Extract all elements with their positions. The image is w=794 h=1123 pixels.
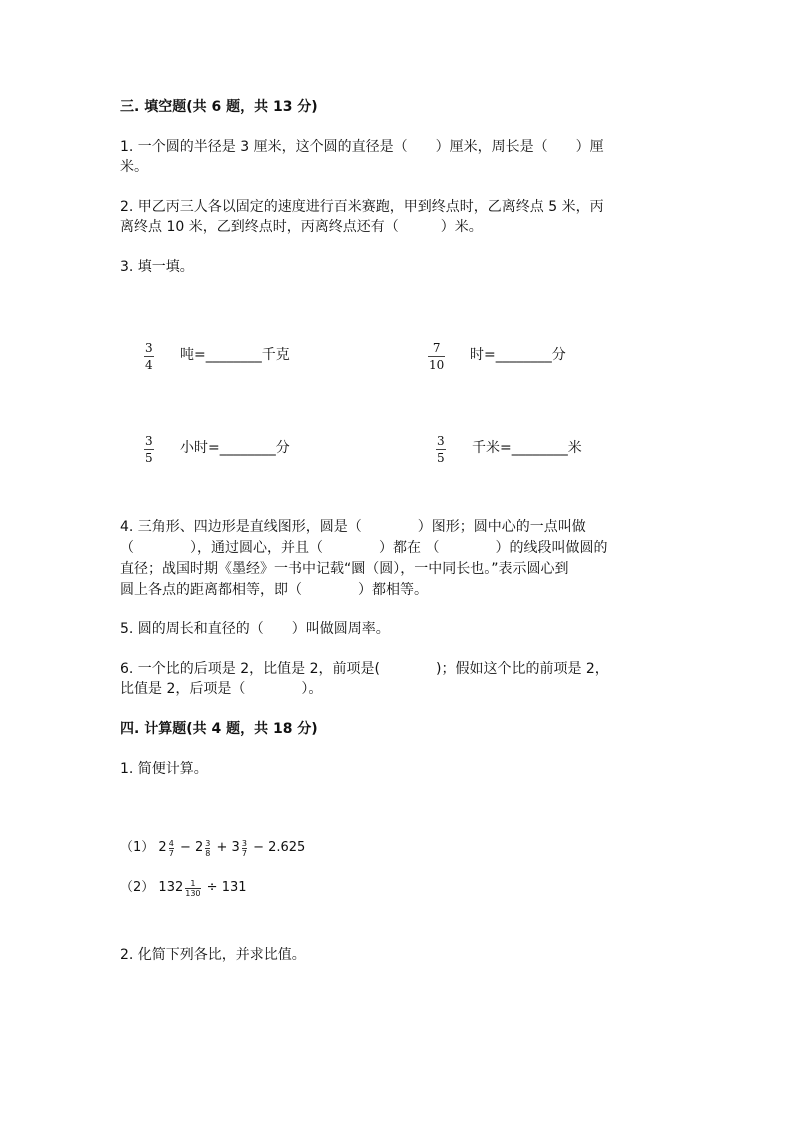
fraction <box>144 434 154 465</box>
q5-line: 5. 圆的周长和直径的（ ）叫做圆周率。 <box>120 621 390 637</box>
fraction-numerator: 3 <box>145 434 153 448</box>
mixed-fraction <box>169 839 174 858</box>
calc-expression-2 <box>120 878 247 899</box>
fraction-denominator: 5 <box>437 451 445 465</box>
fraction-numerator: 4 <box>168 838 174 848</box>
q2-line2: 离终点 10 米，乙到终点时，丙离终点还有（ ）米。 <box>120 219 483 235</box>
operator: + <box>216 840 228 855</box>
fill-item-text: 千米=________米 <box>472 440 582 456</box>
fill-item-text: 小时=________分 <box>180 440 290 456</box>
q2-line1: 2. 甲乙丙三人各以固定的速度进行百米赛跑，甲到终点时，乙离终点 5 米，丙 <box>120 199 604 215</box>
fraction-denominator: 7 <box>241 848 247 858</box>
fraction-denominator: 5 <box>145 451 153 465</box>
fraction-numerator: 3 <box>145 341 153 355</box>
fraction-denominator: 8 <box>205 848 211 858</box>
mixed-fraction <box>205 839 210 858</box>
q6-line2: 比值是 2，后项是（ ）。 <box>120 681 323 697</box>
fraction-denominator: 10 <box>429 358 445 372</box>
fill-item-text: 吨=________千克 <box>180 347 290 363</box>
fraction-bar <box>144 449 154 450</box>
fraction-numerator: 1 <box>190 878 196 888</box>
fraction-numerator: 3 <box>437 434 445 448</box>
fraction-numerator: 7 <box>432 341 441 355</box>
fraction <box>436 434 446 465</box>
q6-line1: 6. 一个比的后项是 2，比值是 2，前项是( )；假如这个比的前项是 2， <box>120 661 609 677</box>
whole-number: 3 <box>231 840 240 855</box>
fill-item-text: 时=________分 <box>470 347 566 363</box>
fraction-numerator: 3 <box>241 838 247 848</box>
fraction-bar <box>428 356 445 357</box>
decimal-number: 2.625 <box>268 840 306 855</box>
fraction-bar <box>144 356 154 357</box>
mixed-fraction <box>242 839 247 858</box>
operator: − <box>253 840 264 855</box>
q1-line2: 米。 <box>120 159 148 175</box>
fraction-denominator: 4 <box>145 358 153 372</box>
mixed-fraction <box>185 879 200 898</box>
fraction-denominator: 130 <box>185 888 201 898</box>
fraction-denominator: 7 <box>168 848 174 858</box>
q4-line3: 直径；战国时期《墨经》一书中记载“圜（圆），一中同长也。”表示圆心到 <box>120 561 569 577</box>
whole-number: 132 <box>158 880 184 895</box>
expr-label: （2） <box>120 880 155 895</box>
whole-number: 2 <box>158 840 167 855</box>
q3-title: 3. 填一填。 <box>120 259 194 275</box>
operator: ÷ <box>206 880 218 895</box>
q4-line1: 4. 三角形、四边形是直线图形，圆是（ ）图形；圆中心的一点叫做 <box>120 519 586 535</box>
whole-number: 2 <box>194 840 204 855</box>
section3-heading: 三. 填空题(共 6 题，共 13 分) <box>120 99 318 115</box>
calc-q1-title: 1. 简便计算。 <box>120 761 208 777</box>
q4-line4: 圆上各点的距离都相等，即（ ）都相等。 <box>120 582 428 598</box>
expr-label: （1） <box>120 840 155 855</box>
calc-expression-1 <box>120 838 305 859</box>
calc-q2-title: 2. 化简下列各比，并求比值。 <box>120 947 306 963</box>
fraction <box>144 341 154 372</box>
q1-line1: 1. 一个圆的半径是 3 厘米，这个圆的直径是（ ）厘米，周长是（ ）厘 <box>120 139 604 155</box>
section4-heading: 四. 计算题(共 4 题，共 18 分) <box>120 721 318 737</box>
q4-line2: （ ），通过圆心，并且（ ）都在 （ ）的线段叫做圆的 <box>120 540 608 556</box>
fraction-bar <box>436 449 446 450</box>
operator: − <box>179 840 191 855</box>
whole-number: 131 <box>221 880 247 895</box>
fraction-numerator: 3 <box>205 838 211 848</box>
fraction <box>428 341 445 372</box>
